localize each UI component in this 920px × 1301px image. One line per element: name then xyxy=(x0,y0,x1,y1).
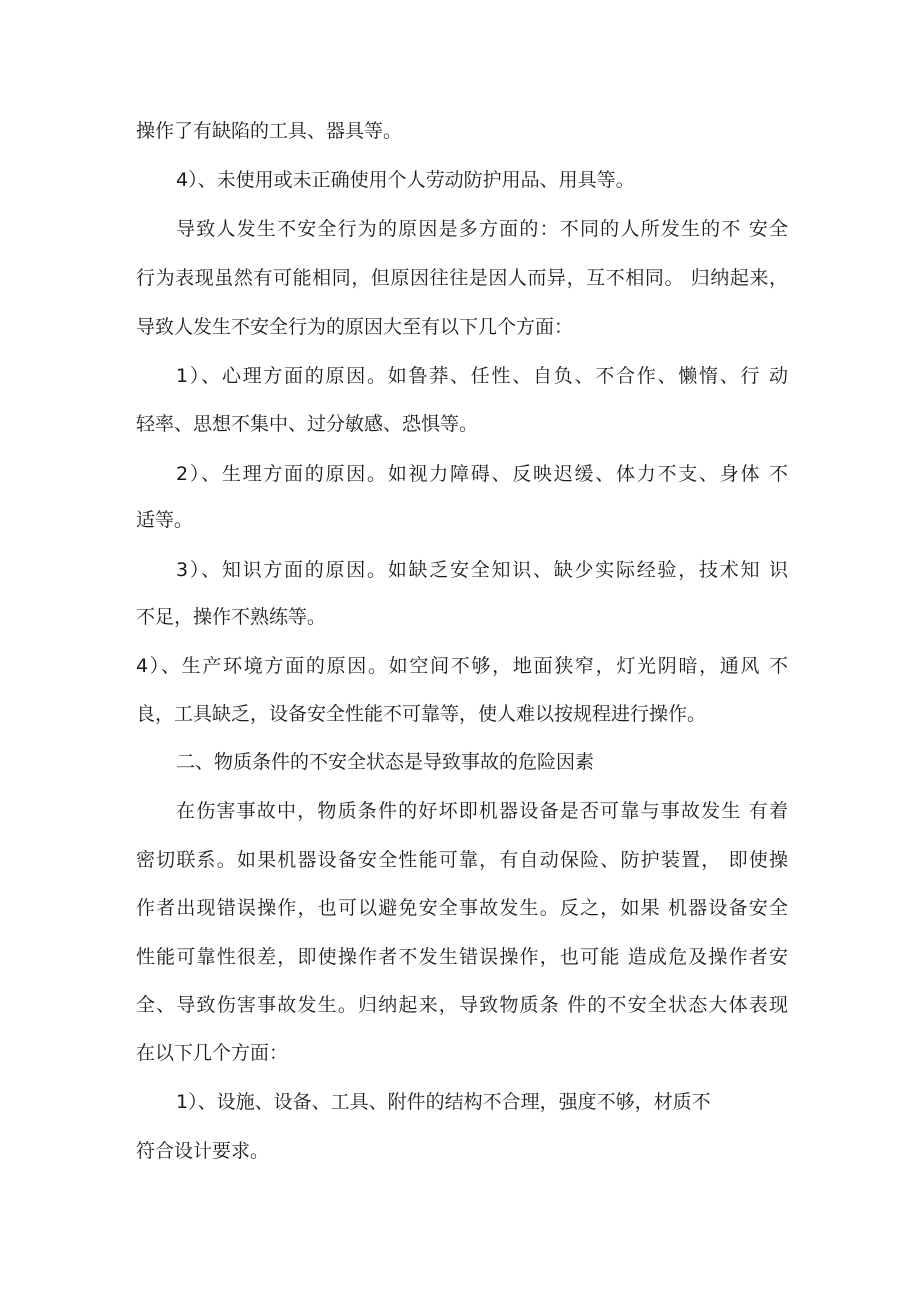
text-line-6: 1）、心理方面的原因。如鲁莽、任性、自负、不合作、懒惰、行 动 xyxy=(176,365,788,387)
text-line-5: 导致人发生不安全行为的原因大至有以下几个方面： xyxy=(136,316,574,338)
text-line-8: 2）、生理方面的原因。如视力障碍、反映迟缓、体力不支、身体 不 xyxy=(176,463,788,485)
text-line-4: 行为表现虽然有可能相同，但原因往往是因人而异，互不相同。 归纳起来， xyxy=(136,267,788,289)
text-line-15: 在伤害事故中，物质条件的好坏即机器设备是否可靠与事故发生 有着 xyxy=(176,800,788,822)
text-line-2: 4）、未使用或未正确使用个人劳动防护用品、用具等。 xyxy=(176,169,635,191)
text-line-7: 轻率、思想不集中、过分敏感、恐惧等。 xyxy=(136,413,479,435)
text-line-21: 1）、设施、设备、工具、附件的结构不合理，强度不够，材质不 xyxy=(176,1091,711,1113)
text-line-9: 适等。 xyxy=(136,509,194,531)
section-heading: 二、物质条件的不安全状态是导致事故的危险因素 xyxy=(176,751,595,773)
text-line-18: 性能可靠性很差，即使操作者不发生错误操作，也可能 造成危及操作者安 xyxy=(136,946,788,968)
text-line-1: 操作了有缺陷的工具、器具等。 xyxy=(136,120,403,142)
text-line-16: 密切联系。如果机器设备安全性能可靠，有自动保险、防护装置， 即使操 xyxy=(136,849,788,871)
text-line-12: 4）、生产环境方面的原因。如空间不够，地面狭窄，灯光阴暗，通风 不 xyxy=(136,655,788,677)
text-line-20: 在以下几个方面： xyxy=(136,1042,289,1064)
text-line-11: 不足，操作不熟练等。 xyxy=(136,606,327,628)
text-line-13: 良，工具缺乏，设备安全性能不可靠等，使人难以按规程进行操作。 xyxy=(136,703,707,725)
text-line-22: 符合设计要求。 xyxy=(136,1140,270,1162)
text-line-3: 导致人发生不安全行为的原因是多方面的：不同的人所发生的不 安全 xyxy=(176,218,788,240)
text-line-19: 全、导致伤害事故发生。归纳起来，导致物质条 件的不安全状态大体表现 xyxy=(136,994,788,1016)
text-line-10: 3）、知识方面的原因。如缺乏安全知识、缺少实际经验，技术知 识 xyxy=(176,559,788,581)
text-line-17: 作者出现错误操作，也可以避免安全事故发生。反之，如果 机器设备安全 xyxy=(136,897,788,919)
